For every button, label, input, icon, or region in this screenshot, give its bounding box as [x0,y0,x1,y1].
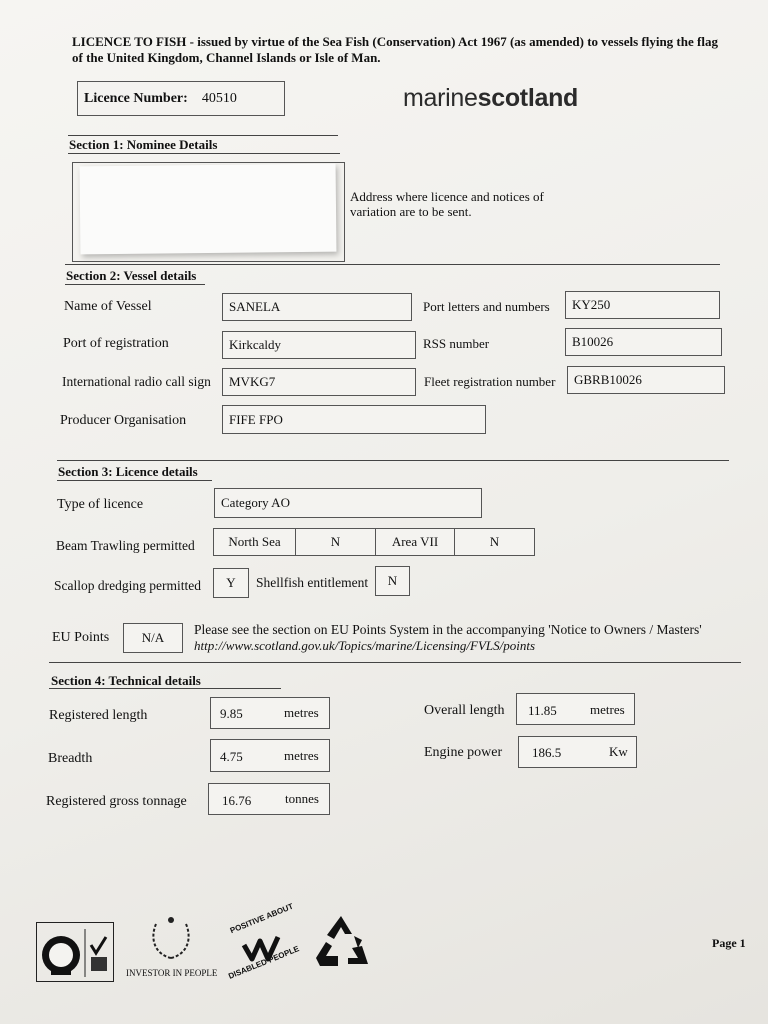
divider [57,480,212,481]
eu-points-value: N/A [123,623,183,653]
registered-length-unit: metres [284,705,319,720]
shellfish-entitlement-label: Shellfish entitlement [256,575,369,590]
document-title [72,34,722,66]
page-number: Page 1 [712,936,746,950]
vessel-name-value: SANELA [222,293,412,321]
registered-length-value: 9.85 [220,706,243,721]
breadth-value: 4.75 [220,749,243,764]
overall-length-label: Overall length [424,703,505,718]
divider [68,135,338,136]
port-letters-label: Port letters and numbers [423,299,550,314]
engine-power-unit: Kw [609,744,628,759]
gross-tonnage-label: Registered gross tonnage [46,794,187,809]
engine-power-label: Engine power [424,745,503,760]
call-sign-value: MVKG7 [222,368,416,396]
divider [68,153,340,154]
investor-in-people-icon [146,912,196,962]
fleet-registration-value: GBRB10026 [567,366,725,394]
gross-tonnage-value: 16.76 [222,793,252,808]
beam-north-sea-value: N [295,528,376,556]
section-3-title: Section 3: Licence details [58,464,198,479]
fleet-registration-label: Fleet registration number [424,374,556,389]
investor-in-people-text: INVESTOR IN PEOPLE [126,968,218,978]
overall-length-value: 11.85 [528,703,557,718]
section-4-title: Section 4: Technical details [51,673,201,688]
licence-number-box [77,81,285,116]
iso-quality-icon [36,922,114,982]
producer-organisation-label: Producer Organisation [60,413,187,428]
port-registration-value: Kirkcaldy [222,331,416,359]
marine-scotland-logo [403,84,578,113]
breadth-label: Breadth [48,751,93,766]
engine-power-value: 186.5 [532,745,562,760]
licence-type-label: Type of licence [57,497,144,512]
beam-area-north-sea: North Sea [213,528,296,556]
divider [49,662,741,663]
beam-area-vii: Area VII [375,528,455,556]
shellfish-entitlement-value: N [375,566,410,596]
scallop-dredging-label: Scallop dredging permitted [54,578,201,593]
section-2-title: Section 2: Vessel details [66,268,197,283]
port-registration-label: Port of registration [63,336,169,351]
disabled-people-text: DISABLED PEOPLE [227,944,301,981]
eu-points-note: Please see the section on EU Points System in the accompanying 'Notice to Owners / Masters' [194,622,702,637]
eu-points-label: EU Points [52,630,110,645]
title-rest: - issued by virtue of the Sea Fish (Conservation) Act 1967 (as amended) to vessels flying the flag of the United Kingdom, Channel Islands or Isle of Man. [72,34,718,65]
licence-number-value: 40510 [201,90,237,106]
beam-trawling-label: Beam Trawling permitted [56,538,195,553]
section-1-title: Section 1: Nominee Details [69,137,218,152]
title-bold: LICENCE TO FISH [72,34,187,49]
beam-area-vii-value: N [454,528,535,556]
port-letters-value: KY250 [565,291,720,319]
licence-type-value: Category AO [214,488,482,518]
divider [57,460,729,461]
eu-points-link[interactable]: http://www.scotland.gov.uk/Topics/marine/Licensing/FVLS/points [194,638,536,653]
divider [65,284,205,285]
recycle-icon [310,912,372,974]
vessel-name-label: Name of Vessel [64,299,152,314]
divider [65,264,720,265]
licence-number-label: Licence Number: [84,90,188,106]
breadth-unit: metres [284,748,319,763]
address-note: Address where licence and notices of variation are to be sent. [350,189,544,219]
divider [49,688,281,689]
positive-about-text: POSITIVE ABOUT [228,901,295,936]
logo-part-1: marine [403,84,478,112]
overall-length-unit: metres [590,702,625,717]
rss-number-label: RSS number [423,336,490,351]
redacted-address [80,164,337,255]
registered-length-label: Registered length [49,708,148,723]
call-sign-label: International radio call sign [62,374,211,389]
scallop-dredging-value: Y [213,568,249,598]
rss-number-value: B10026 [565,328,722,356]
logo-part-2: scotland [477,84,579,112]
gross-tonnage-unit: tonnes [285,791,319,806]
producer-organisation-value: FIFE FPO [222,405,486,434]
